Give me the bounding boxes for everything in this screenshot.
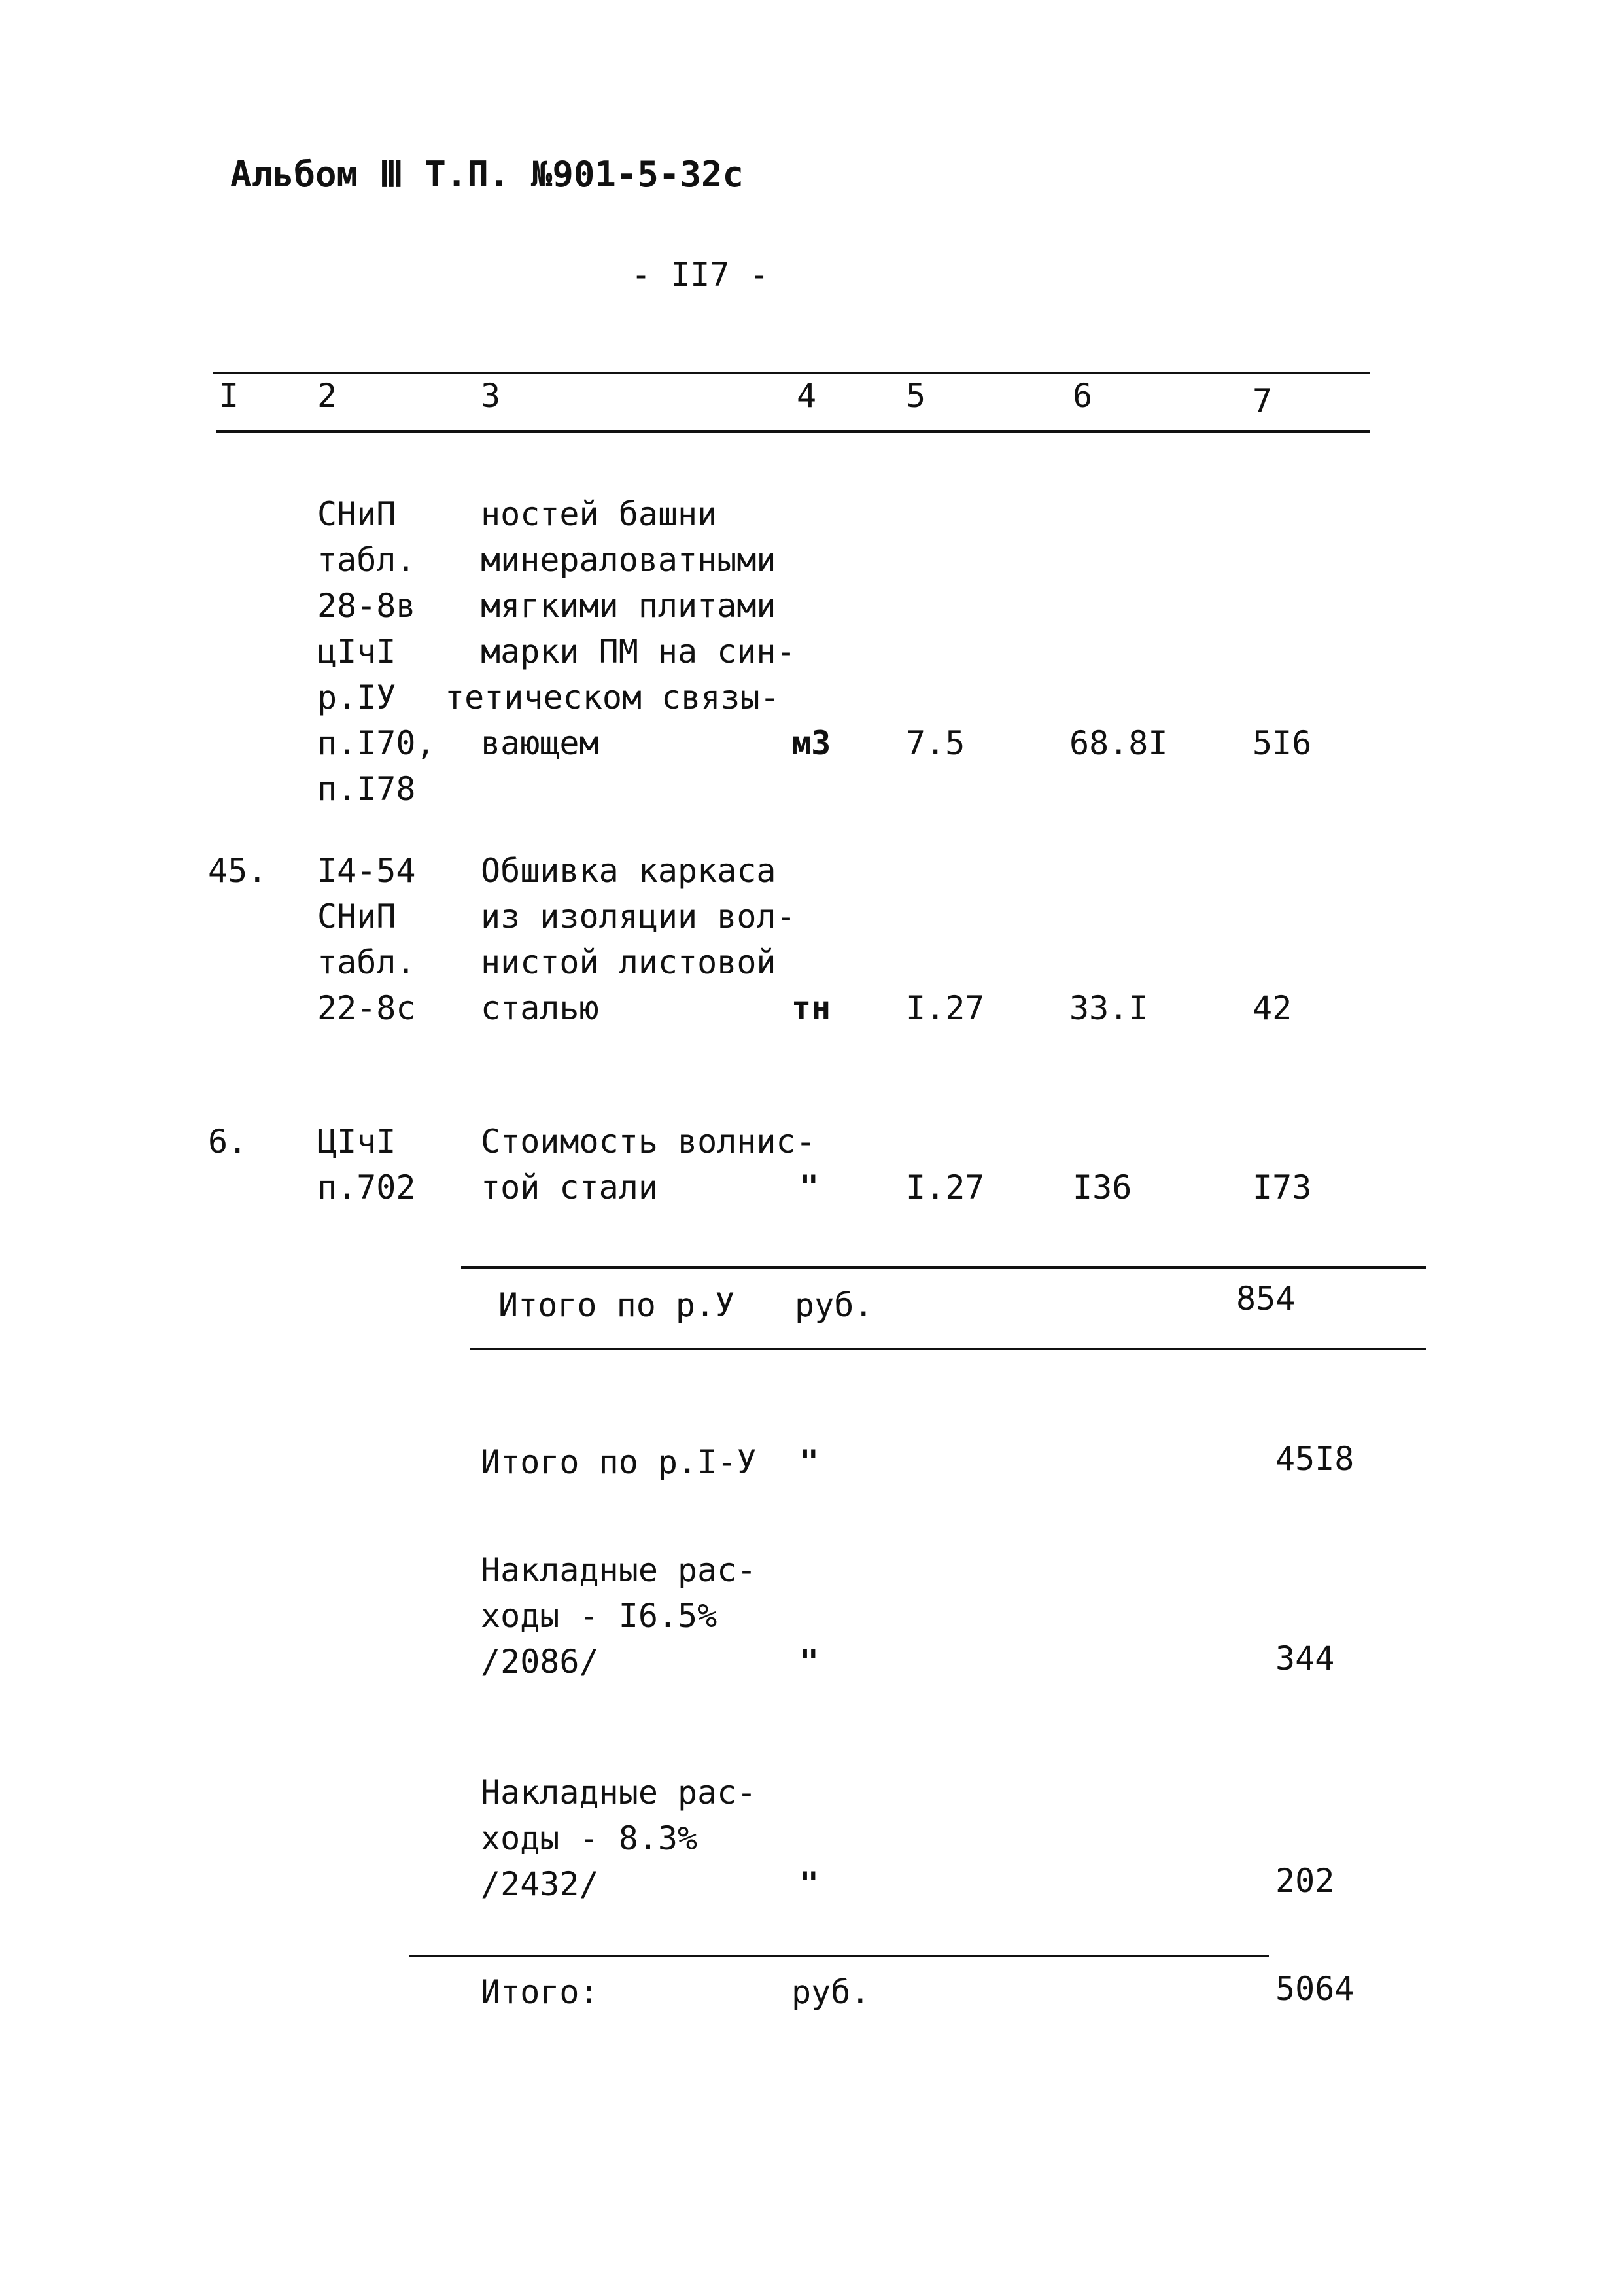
summary-label: Итого по р.I-У: [481, 1443, 757, 1481]
header-top-rule: [213, 372, 1370, 374]
row-price: 33.I: [1069, 989, 1149, 1027]
summary-unit: руб.: [795, 1286, 874, 1324]
summary-total: 45I8: [1275, 1440, 1355, 1478]
row-price: I36: [1073, 1168, 1132, 1206]
subtotal-bottom-rule: [470, 1348, 1426, 1350]
summary-unit: руб.: [791, 1973, 871, 2011]
col-header-6: 6: [1073, 377, 1093, 415]
row-unit: м3: [791, 724, 831, 762]
header-bottom-rule: [216, 430, 1370, 433]
summary-total: 202: [1275, 1862, 1335, 1900]
row-desc-line: ностей башни: [481, 495, 717, 533]
grand-total-rule: [409, 1955, 1269, 1957]
row-qty: I.27: [906, 1168, 985, 1206]
summary-label: Итого:: [481, 1973, 599, 2011]
summary-label: Итого по р.У: [498, 1286, 735, 1324]
row-price: 68.8I: [1069, 724, 1168, 762]
row-desc-line: мягкими плитами: [481, 587, 776, 625]
row-desc-line: вающем: [481, 724, 599, 762]
row-total: 5I6: [1253, 724, 1312, 762]
row-number: 6.: [208, 1123, 248, 1161]
summary-total: 344: [1275, 1639, 1335, 1677]
row-desc-line: минераловатными: [481, 541, 776, 579]
row-total: I73: [1253, 1168, 1312, 1206]
row-unit: ": [799, 1168, 820, 1206]
row-qty: I.27: [906, 989, 985, 1027]
row-desc: Стоимость волнис- той стали: [481, 1123, 816, 1206]
row-number: 45.: [208, 852, 268, 890]
col-header-1: I: [219, 377, 239, 415]
row-code: ЦIчI п.702: [317, 1123, 416, 1206]
row-qty: 7.5: [906, 724, 965, 762]
summary-unit: ": [799, 1865, 820, 1903]
album-reference: Альбом Ⅲ Т.П. №901-5-32с: [230, 154, 744, 195]
row-total: 42: [1253, 989, 1292, 1027]
row-code: СНиП табл. 28-8в цIчI р.IУ п.I70, п.I78: [317, 495, 436, 808]
summary-unit: ": [799, 1443, 820, 1481]
row-desc-line: марки ПМ на син-: [481, 633, 796, 671]
col-header-2: 2: [317, 377, 337, 415]
page-number: - II7 -: [631, 256, 769, 294]
summary-total: 854: [1236, 1280, 1296, 1318]
summary-total: 5064: [1275, 1970, 1355, 2008]
summary-label: Накладные рас- ходы - 8.3% /2432/: [481, 1774, 757, 1903]
row-unit: тн: [791, 989, 831, 1027]
col-header-5: 5: [906, 377, 926, 415]
row-desc-line: тетическом связы-: [445, 678, 780, 716]
row-code: I4-54 СНиП табл. 22-8с: [317, 852, 416, 1027]
subtotal-top-rule: [461, 1266, 1426, 1269]
row-desc: Обшивка каркаса из изоляции вол- нистой листовой сталью: [481, 852, 796, 1027]
summary-label: Накладные рас- ходы - I6.5% /2086/: [481, 1551, 757, 1681]
col-header-3: 3: [481, 377, 501, 415]
col-header-7: 7: [1253, 382, 1273, 420]
summary-unit: ": [799, 1643, 820, 1681]
col-header-4: 4: [797, 377, 817, 415]
